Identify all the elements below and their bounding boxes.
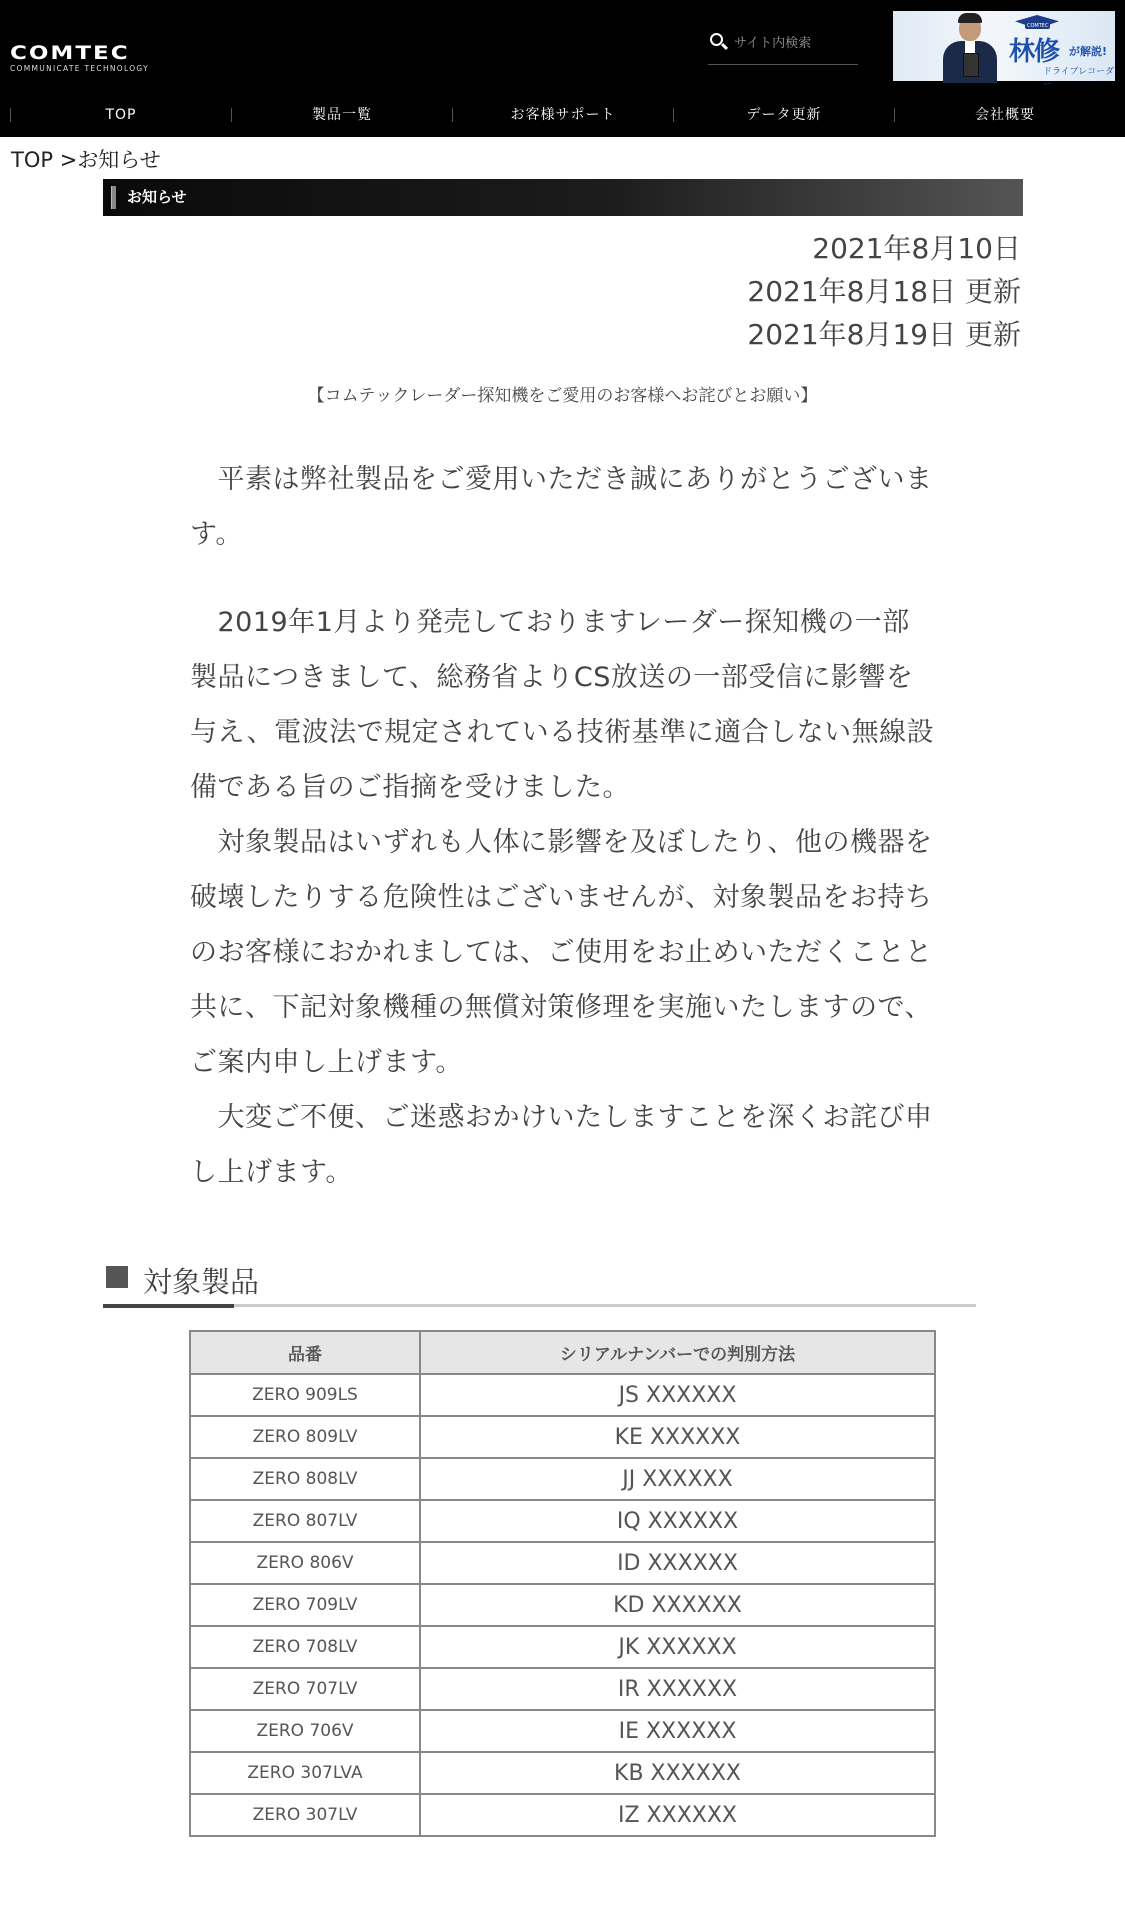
paragraph-line: ご案内申し上げます。 (190, 1047, 463, 1078)
search-icon[interactable] (710, 33, 723, 46)
nav-item-top[interactable]: TOP (105, 107, 137, 123)
banner-badge: COMTEC (1027, 23, 1049, 29)
paragraph-line: 平素は弊社製品をご愛用いただき誠にありがとうございま (190, 464, 933, 495)
nav-item-products[interactable]: 製品一覧 (312, 107, 372, 123)
paragraph-line: す。 (190, 519, 243, 550)
nav-item-data-update[interactable]: データ更新 (746, 107, 822, 123)
section-title-bar (103, 179, 1023, 216)
model-cell: ZERO 708LV (190, 1626, 420, 1668)
banner-kaisetsu: が解説! (1069, 45, 1108, 58)
model-cell: ZERO 808LV (190, 1458, 420, 1500)
section-title: お知らせ (127, 188, 187, 206)
table-row (190, 1416, 935, 1458)
model-cell: ZERO 807LV (190, 1500, 420, 1542)
date-published: 2021年8月10日 (812, 232, 1021, 265)
model-cell: ZERO 707LV (190, 1668, 420, 1710)
serial-cell: KD XXXXXX (420, 1584, 935, 1626)
table-row (190, 1500, 935, 1542)
serial-cell: KE XXXXXX (420, 1416, 935, 1458)
model-cell: ZERO 307LV (190, 1794, 420, 1836)
banner-name: 林修 (1009, 37, 1060, 67)
paragraph-line: し上げます。 (190, 1157, 353, 1188)
table-row (190, 1542, 935, 1584)
table-row (190, 1584, 935, 1626)
breadcrumb-separator: > (53, 148, 78, 172)
serial-cell: IR XXXXXX (420, 1668, 935, 1710)
promo-banner[interactable] (893, 11, 1115, 90)
banner-subtitle: ドライブレコーダー (1043, 67, 1115, 90)
square-bullet-icon (106, 1266, 128, 1288)
serial-cell: IQ XXXXXX (420, 1500, 935, 1542)
breadcrumb-top-link[interactable]: TOP (11, 148, 54, 172)
table-row (190, 1668, 935, 1710)
spokesperson-image (941, 13, 999, 81)
logo-wordmark: COMTEC (10, 42, 130, 64)
table-row (190, 1752, 935, 1794)
breadcrumb-current: お知らせ (77, 148, 161, 172)
model-cell: ZERO 809LV (190, 1416, 420, 1458)
nav-item-company[interactable]: 会社概要 (975, 107, 1035, 123)
heading-underline-accent (103, 1304, 234, 1308)
model-cell: ZERO 709LV (190, 1584, 420, 1626)
table-row (190, 1794, 935, 1836)
paragraph-line: 大変ご不便、ご迷惑おかけいたしますことを深くお詫び申 (190, 1102, 933, 1133)
serial-cell: ID XXXXXX (420, 1542, 935, 1584)
model-cell: ZERO 806V (190, 1542, 420, 1584)
section-bar-accent (111, 186, 116, 209)
paragraph-line: 製品につきまして、総務省よりCS放送の一部受信に影響を (190, 662, 914, 693)
date-updated-1: 2021年8月18日 更新 (747, 275, 1021, 308)
products-table (189, 1330, 936, 1837)
paragraph-line: 与え、電波法で規定されている技術基準に適合しない無線設 (190, 717, 935, 748)
table-row (190, 1458, 935, 1500)
serial-cell: KB XXXXXX (420, 1752, 935, 1794)
paragraph-line: 2019年1月より発売しておりますレーダー探知機の一部 (190, 607, 910, 638)
serial-cell: IZ XXXXXX (420, 1794, 935, 1836)
global-nav (0, 100, 1125, 130)
serial-cell: JJ XXXXXX (420, 1458, 935, 1500)
nav-item-support[interactable]: お客様サポート (510, 107, 616, 123)
site-header (0, 0, 1125, 137)
table-header-row (190, 1331, 935, 1374)
paragraph-line: 対象製品はいずれも人体に影響を及ぼしたり、他の機器を (190, 827, 933, 858)
paragraph-line: 共に、下記対象機種の無償対策修理を実施いたしますので、 (190, 992, 932, 1023)
paragraph-line: のお客様におかれましては、ご使用をお止めいただくことと (190, 937, 933, 968)
paragraph-line: 備である旨のご指摘を受けました。 (190, 772, 630, 803)
column-header-model: 品番 (190, 1331, 420, 1374)
table-row (190, 1374, 935, 1416)
date-updated-2: 2021年8月19日 更新 (747, 318, 1021, 351)
model-cell: ZERO 909LS (190, 1374, 420, 1416)
dashcam-device-icon (963, 53, 979, 77)
site-search (708, 30, 858, 65)
notice-dates (747, 227, 1021, 356)
comtec-logo[interactable] (10, 44, 149, 73)
search-input[interactable] (734, 36, 852, 51)
logo-tagline: COMMUNICATE TECHNOLOGY (10, 64, 150, 73)
table-row (190, 1710, 935, 1752)
table-row (190, 1626, 935, 1668)
model-cell: ZERO 706V (190, 1710, 420, 1752)
serial-cell: IE XXXXXX (420, 1710, 935, 1752)
paragraph-line: 破壊したりする危険性はございませんが、対象製品をお持ち (190, 882, 933, 913)
serial-cell: JS XXXXXX (420, 1374, 935, 1416)
notice-title: 【コムテックレーダー探知機をご愛用のお客様へお詫びとお願い】 (307, 386, 818, 406)
breadcrumb (11, 144, 161, 174)
serial-cell: JK XXXXXX (420, 1626, 935, 1668)
products-heading-label: 対象製品 (143, 1265, 260, 1299)
notice-body (190, 452, 950, 1200)
column-header-serial: シリアルナンバーでの判別方法 (420, 1331, 935, 1374)
model-cell: ZERO 307LVA (190, 1752, 420, 1794)
